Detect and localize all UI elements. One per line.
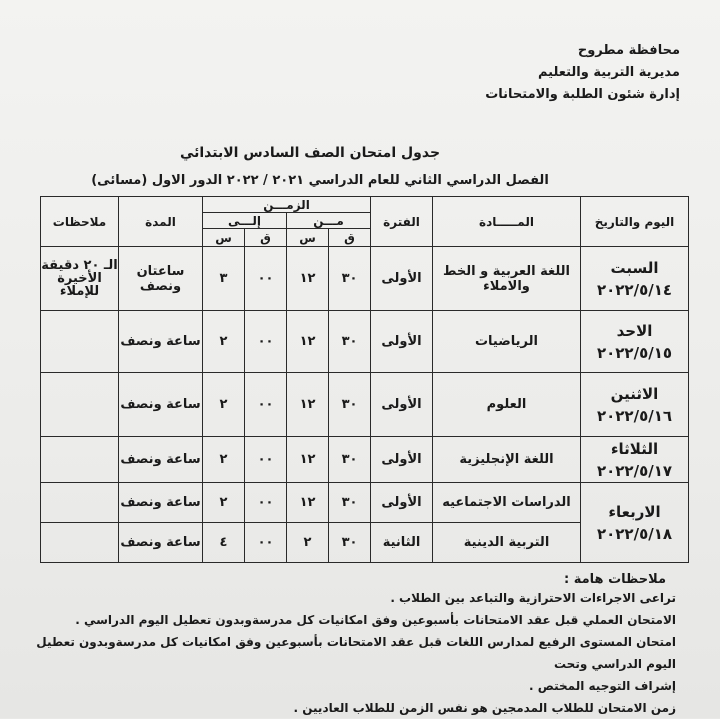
header-from: مـــن: [287, 213, 371, 229]
document-title: جدول امتحان الصف السادس الابتدائي: [179, 145, 441, 161]
table-row: [41, 437, 689, 483]
to-s-cell: ٣: [203, 247, 245, 311]
note-item: الامتحان العملي قبل عقد الامتحانات بأسبوعين وفق امكانيات كل مدرسةوبدون تعطيل اليوم الدراسي .: [75, 613, 676, 627]
duration-cell: ساعة ونصف: [119, 437, 203, 483]
subject-cell: العلوم: [433, 373, 581, 437]
header-to-s: س: [203, 229, 245, 247]
header-to: إلـــى: [203, 213, 287, 229]
period-cell: الأولى: [371, 247, 433, 311]
from-q-cell: ٣٠: [329, 247, 371, 311]
period-cell: الأولى: [371, 311, 433, 373]
from-s-cell: ١٢: [287, 373, 329, 437]
to-q-cell: ٠٠: [245, 437, 287, 483]
day-label: الاحد: [616, 321, 653, 340]
exam-schedule-table: [40, 196, 689, 563]
note-cell: الـ ٢٠ دقيقة الأخيرة للإملاء: [41, 247, 119, 311]
note-cell: [41, 523, 119, 563]
note-item: امتحان المستوى الرفيع لمدارس اللغات قبل عقد الامتحانات بأسبوعين وفق امكانيات كل مدرسةوبدون تعطيل اليوم الدراسي وتحت: [36, 635, 676, 671]
note-cell: [41, 437, 119, 483]
note-item: إشراف التوجيه المختص .: [529, 679, 676, 693]
day-label: الاربعاء: [608, 502, 661, 521]
date-label: ٢٠٢٢/٥/١٧: [596, 461, 673, 480]
day-date-cell: [581, 373, 689, 437]
note-item: زمن الامتحان للطلاب المدمجين هو نفس الزمن للطلاب العاديين .: [293, 701, 676, 715]
document-titles: [40, 145, 640, 188]
subject-cell: الرياضيات: [433, 311, 581, 373]
duration-cell: ساعة ونصف: [119, 373, 203, 437]
date-label: ٢٠٢٢/٥/١٤: [596, 280, 673, 299]
from-q-cell: ٣٠: [329, 523, 371, 563]
from-s-cell: ١٢: [287, 483, 329, 523]
from-s-cell: ٢: [287, 523, 329, 563]
important-notes: [16, 572, 676, 719]
day-label: الثلاثاء: [610, 439, 659, 458]
header-period: الفترة: [371, 197, 433, 247]
directorate-line: مديرية التربية والتعليم: [537, 65, 680, 80]
to-q-cell: ٠٠: [245, 247, 287, 311]
header-from-q: ق: [329, 229, 371, 247]
from-s-cell: ١٢: [287, 311, 329, 373]
to-s-cell: ٢: [203, 437, 245, 483]
letterhead: [485, 40, 680, 106]
duration-cell: ساعتان ونصف: [119, 247, 203, 311]
to-q-cell: ٠٠: [245, 523, 287, 563]
from-s-cell: ١٢: [287, 437, 329, 483]
document-subtitle: الفصل الدراسي الثاني للعام الدراسي ٢٠٢١ / ٢٠٢٢ الدور الاول (مسائى): [91, 173, 549, 188]
duration-cell: ساعة ونصف: [119, 311, 203, 373]
from-q-cell: ٣٠: [329, 311, 371, 373]
duration-cell: ساعة ونصف: [119, 523, 203, 563]
to-s-cell: ٢: [203, 373, 245, 437]
header-from-s: س: [287, 229, 329, 247]
note-cell: [41, 311, 119, 373]
date-label: ٢٠٢٢/٥/١٥: [596, 343, 673, 362]
from-q-cell: ٣٠: [329, 483, 371, 523]
to-s-cell: ٤: [203, 523, 245, 563]
to-q-cell: ٠٠: [245, 311, 287, 373]
to-q-cell: ٠٠: [245, 373, 287, 437]
table-row: [41, 483, 689, 523]
note-cell: [41, 483, 119, 523]
notes-heading: ملاحظات هامة :: [564, 572, 666, 587]
administration-line: إدارة شئون الطلبة والامتحانات: [485, 87, 680, 102]
date-label: ٢٠٢٢/٥/١٦: [596, 406, 673, 425]
header-duration: المدة: [119, 197, 203, 247]
table-row: [41, 247, 689, 311]
period-cell: الأولى: [371, 483, 433, 523]
header-notes: ملاحظات: [41, 197, 119, 247]
note-item: تراعى الاجراءات الاحترازية والتباعد بين الطلاب .: [390, 591, 676, 605]
from-q-cell: ٣٠: [329, 373, 371, 437]
header-to-q: ق: [245, 229, 287, 247]
day-date-cell: [581, 247, 689, 311]
day-label: السبت: [610, 258, 659, 277]
header-time: الزمـــن: [203, 197, 371, 213]
period-cell: الأولى: [371, 373, 433, 437]
to-q-cell: ٠٠: [245, 483, 287, 523]
header-day-date: اليوم والتاريخ: [581, 197, 689, 247]
duration-cell: ساعة ونصف: [119, 483, 203, 523]
period-cell: الثانية: [371, 523, 433, 563]
day-date-cell: [581, 483, 689, 563]
governorate-line: محافظة مطروح: [577, 43, 680, 58]
date-label: ٢٠٢٢/٥/١٨: [596, 524, 673, 543]
day-date-cell: [581, 311, 689, 373]
subject-cell: اللغة الإنجليزية: [433, 437, 581, 483]
header-subject: المـــــادة: [433, 197, 581, 247]
day-label: الاثنين: [610, 384, 659, 403]
subject-cell: اللغة العربية و الخط والاملاء: [433, 247, 581, 311]
from-s-cell: ١٢: [287, 247, 329, 311]
to-s-cell: ٢: [203, 483, 245, 523]
from-q-cell: ٣٠: [329, 437, 371, 483]
table-row: [41, 373, 689, 437]
subject-cell: الدراسات الاجتماعيه: [433, 483, 581, 523]
period-cell: الأولى: [371, 437, 433, 483]
table-row: [41, 311, 689, 373]
note-cell: [41, 373, 119, 437]
day-date-cell: [581, 437, 689, 483]
subject-cell: التربية الدينية: [433, 523, 581, 563]
to-s-cell: ٢: [203, 311, 245, 373]
